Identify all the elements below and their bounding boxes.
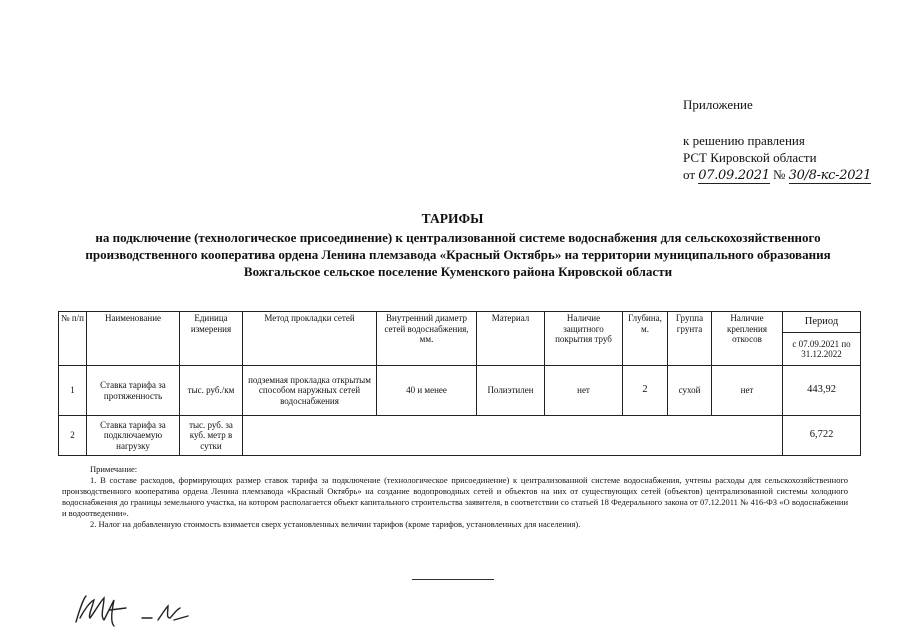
header-num: № п/п <box>59 312 87 366</box>
cell-empty-merged <box>243 416 783 456</box>
cell-value: 443,92 <box>783 366 861 416</box>
cell-slopes: нет <box>712 366 783 416</box>
appendix-label: Приложение <box>683 97 753 112</box>
cell-num: 2 <box>59 416 87 456</box>
cell-unit: тыс. руб. за куб. метр в сутки <box>180 416 243 456</box>
cell-name: Ставка тарифа за протяженность <box>87 366 180 416</box>
separator-line <box>412 579 494 580</box>
appendix-number-sign: № <box>772 167 786 182</box>
notes-block <box>62 464 848 530</box>
cell-unit: тыс. руб./км <box>180 366 243 416</box>
cell-depth: 2 <box>623 366 668 416</box>
appendix-decision-line: к решению правления <box>683 133 805 148</box>
cell-diameter: 40 и менее <box>377 366 477 416</box>
header-soil: Группа грунта <box>668 312 712 366</box>
table-row <box>59 416 861 456</box>
tariff-table <box>58 311 861 456</box>
cell-value: 6,722 <box>783 416 861 456</box>
cell-method: подземная прокладка открытым способом наружных сетей водоснабжения <box>243 366 377 416</box>
header-period: Период <box>783 312 861 333</box>
cell-num: 1 <box>59 366 87 416</box>
note-item: 2. Налог на добавленную стоимость взимается сверх установленных величин тарифов (кроме тарифов, установленных для населения). <box>90 519 581 529</box>
note-item: 1. В составе расходов, формирующих размер ставок тарифа за подключение (технологическое присоединение) к централизованной системе водоснабжения, учтены расходы для сельскохозяйственного производственного кооператива ордена Ленина племзавода «Красный Октябрь» на создание водопроводных сетей и объектов на них от существующих сетей (объектов) централизованной системы холодного водоснабжения до границы земельного участка, на котором располагается объект капитального строительства заявителя, в соответствии со статьей 18 Федерального закона от 07.12.2011 № 416-ФЗ «О водоснабжении и водоотведении». <box>62 475 848 518</box>
appendix-date-number-line <box>683 166 871 184</box>
appendix-block <box>683 96 871 184</box>
header-protection: Наличие защитного покрытия труб <box>545 312 623 366</box>
header-material: Материал <box>477 312 545 366</box>
appendix-from-label: от <box>683 167 696 182</box>
document-title: ТАРИФЫ <box>421 211 484 226</box>
table-row <box>59 366 861 416</box>
cell-soil: сухой <box>668 366 712 416</box>
handwritten-signature <box>70 588 240 630</box>
appendix-authority-line: РСТ Кировской области <box>683 150 817 165</box>
cell-name: Ставка тарифа за подключаемую нагрузку <box>87 416 180 456</box>
header-method: Метод прокладки сетей <box>243 312 377 366</box>
header-slopes: Наличие крепления откосов <box>712 312 783 366</box>
header-diameter: Внутренний диаметр сетей водоснабжения, мм. <box>377 312 477 366</box>
table-header-row <box>59 312 861 333</box>
cell-protection: нет <box>545 366 623 416</box>
header-depth: Глубина, м. <box>623 312 668 366</box>
document-subtitle: на подключение (технологическое присоединение) к централизованной системе водоснабжения для сельскохозяйственного производственного кооператива ордена Ленина племзавода «Красный Октябрь» на территории муниципального образования Вожгальское сельское поселение Куменского района Кировской области <box>85 230 831 279</box>
header-name: Наименование <box>87 312 180 366</box>
header-period-range: с 07.09.2021 по 31.12.2022 <box>783 333 861 366</box>
notes-label: Примечание: <box>90 464 138 474</box>
header-unit: Единица измерения <box>180 312 243 366</box>
decision-date: 07.09.2021 <box>698 168 770 183</box>
decision-number: 30/8-кс-2021 <box>788 168 872 183</box>
cell-material: Полиэтилен <box>477 366 545 416</box>
